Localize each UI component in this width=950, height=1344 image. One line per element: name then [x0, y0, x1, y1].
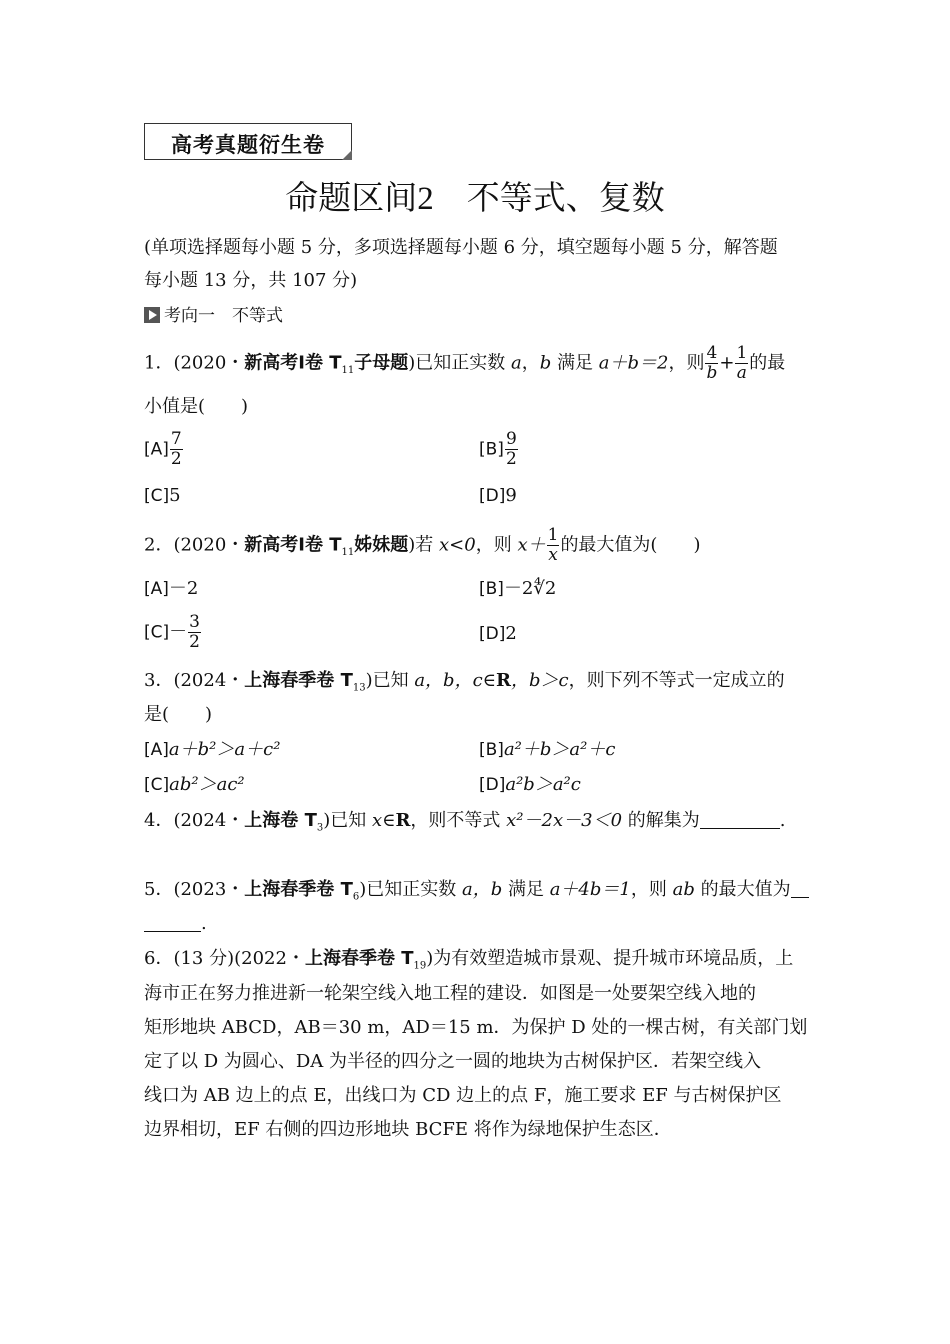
q1-f2-num: 1	[736, 343, 748, 363]
q3-option-c[interactable]	[144, 772, 245, 798]
q2-then: ，则	[475, 534, 518, 556]
q3-cond: ，b＞c	[510, 670, 569, 691]
q3-source: 上海春季卷 T	[244, 670, 353, 691]
q3-option-b-label: [B]	[479, 740, 504, 760]
q2-option-a-label: [A]	[144, 579, 169, 599]
q5-ab: ab	[672, 879, 695, 900]
q2-fraction	[547, 526, 560, 565]
q2-option-a-value: －2	[168, 578, 199, 599]
q6-line-2: 海市正在努力推进新一轮架空线入地工程的建设．如图是一处要架空线入地的	[144, 983, 756, 1004]
q1-f2-den: a	[736, 363, 747, 383]
q5-answer-blank-end[interactable]	[144, 913, 201, 932]
q4-source: 上海卷 T	[244, 810, 317, 831]
q5-end: .	[201, 913, 207, 934]
q2-option-b[interactable]	[479, 576, 556, 602]
q6-line-1: 6．(13 分)(2022・上海春季卷 $T_{19}$)为有效塑造城市景观、提升城市环境品质，上	[144, 948, 794, 972]
q1-comma: ，	[521, 352, 540, 374]
q6-line-5: 线口为 AB 边上的点 E，出线口为 CD 边上的点 F，施工要求 EF 与古树保护区	[144, 1085, 782, 1106]
q1-fraction-2	[735, 344, 748, 383]
q1-f1-den: b	[706, 363, 718, 383]
q3-reals: R	[496, 670, 511, 691]
q5-stem: 5．(2023・上海春季卷 $T_6$)已知正实数 a，b 满足 a＋4b＝1，则 ab 的最大值为	[144, 877, 809, 911]
q2-option-b-value: －2∜2	[503, 578, 557, 599]
q1-stem-line-2: 小值是( )	[144, 396, 249, 417]
q1-option-a-fraction	[170, 430, 183, 469]
q1-a-num: 7	[170, 429, 182, 449]
q4-number: 4．(2024	[144, 810, 227, 831]
q1-fraction-1	[705, 344, 718, 383]
q2-option-c-sign: －	[169, 621, 188, 643]
q4-answer-blank[interactable]	[700, 810, 780, 829]
q5-mid: ，则	[630, 879, 673, 900]
q1-stem: 1．(2020・新高考Ⅰ卷 $T_{11}$子母题)已知正实数 a，b 满足 a＋b＝2，则 $\frac{4}{b}$ + $\frac{1}{a}$ 的最	[144, 343, 786, 383]
q4-reals: R	[395, 810, 411, 831]
q5-cond: 满足	[502, 879, 550, 900]
badge-corner-decoration	[342, 150, 352, 160]
q1-option-b-fraction	[505, 430, 518, 469]
q2-option-d-value: 2	[505, 623, 517, 644]
q1-var-b: b	[539, 352, 552, 374]
q3-option-d[interactable]	[479, 772, 581, 798]
q4-in: ∈	[382, 810, 396, 831]
q3-option-c-label: [C]	[144, 775, 170, 795]
q1-plus: +	[719, 352, 735, 374]
q1-source-sub: 11	[341, 365, 355, 377]
q5-vars: a，b	[461, 879, 503, 900]
q2-stem: 2．(2020・新高考Ⅰ卷 $T_{11}$姊妹题)若 x<0，则 x＋ $\frac{1}{x}$ 的最大值为( )	[144, 525, 701, 565]
q3-in: ∈	[482, 670, 496, 691]
q3-option-c-value: ab²＞ac²	[169, 774, 245, 795]
q1-cond: 满足	[551, 352, 599, 374]
q4-stem: 4．(2024・上海卷 $T_3$)已知 x∈R，则不等式 x²－2x－3＜0 的解集为 .	[144, 810, 786, 834]
q6-number: 6．(13 分)(2022	[144, 948, 287, 969]
q1-option-c-label: [C]	[144, 486, 170, 506]
q1-option-a-label: [A]	[144, 439, 169, 460]
q1-option-b-label: [B]	[479, 439, 504, 460]
q5-source-sub: 6	[352, 891, 360, 903]
page-title	[0, 172, 950, 219]
q1-option-d-label: [D]	[479, 486, 506, 506]
q2-option-b-label: [B]	[479, 579, 504, 599]
q2-option-d-label: [D]	[479, 624, 506, 644]
q4-mid: ，则不等式	[410, 810, 507, 831]
q1-option-d-value: 9	[505, 485, 517, 506]
q2-option-c-label: [C]	[144, 622, 170, 643]
section-heading	[144, 303, 283, 329]
series-badge	[144, 123, 352, 160]
q5-source: 上海春季卷 T	[244, 879, 353, 900]
q2-source: 新高考Ⅰ卷 T	[244, 534, 342, 556]
q4-tail: 的解集为	[622, 810, 700, 831]
q1-tag: 子母题	[354, 352, 409, 374]
q4-text: )已知	[323, 810, 372, 831]
q5-answer-blank-start[interactable]	[791, 879, 809, 898]
q3-option-d-label: [D]	[479, 775, 506, 795]
q6-line-3: 矩形地块 ABCD，AB＝30 m，AD＝15 m．为保护 D 处的一棵古树，有关部门划	[144, 1017, 808, 1038]
q3-option-a-value: a＋b²＞a＋c²	[168, 739, 281, 760]
q2-option-d[interactable]	[479, 621, 517, 647]
q4-var-x: x	[371, 810, 383, 831]
q3-option-a-label: [A]	[144, 740, 169, 760]
q4-source-sub: 3	[316, 822, 324, 834]
q1-option-b[interactable]	[479, 430, 519, 469]
q5-tail: 的最大值为	[694, 879, 791, 900]
q2-cond: x<0	[439, 534, 476, 556]
q6-source: 上海春季卷 T	[304, 948, 414, 969]
q1-source: 新高考Ⅰ卷 T	[244, 352, 342, 374]
q3-stem-line-2: 是( )	[144, 704, 213, 725]
q1-equation: a＋b＝2	[598, 352, 669, 374]
q1-b-num: 9	[505, 429, 517, 449]
title-suffix: 不等式、复数	[466, 178, 665, 217]
q3-vars: a，b，c	[414, 670, 483, 691]
q6-line-6: 边界相切，EF 右侧的四边形地块 BCFE 将作为绿地保护生态区．	[144, 1119, 672, 1140]
q2-c-den: 2	[189, 632, 200, 652]
q3-option-a[interactable]	[144, 737, 280, 763]
q2-tag: 姊妹题	[354, 534, 409, 556]
q6-source-sub: 19	[413, 960, 427, 972]
q2-source-sub: 11	[341, 547, 355, 559]
q2-f-num: 1	[547, 525, 559, 545]
q3-number: 3．(2024	[144, 670, 227, 691]
q1-a-den: 2	[170, 449, 182, 469]
q3-text: )已知	[365, 670, 415, 691]
q3-option-b-value: a²＋b＞a²＋c	[503, 739, 616, 760]
q5-equation: a＋4b＝1	[549, 879, 631, 900]
q3-tail: ，则下列不等式一定成立的	[568, 670, 785, 691]
q2-option-c-fraction	[188, 613, 201, 652]
title-number: 2	[417, 181, 434, 217]
title-prefix: 命题区间	[285, 178, 418, 217]
q1-option-c[interactable]	[144, 483, 181, 509]
q3-option-d-value: a²b＞a²c	[505, 774, 581, 795]
q1-then: ，则	[668, 352, 705, 374]
q6-line-4: 定了以 D 为圆心、DA 为半径的四分之一圆的地块为古树保护区．若架空线入	[144, 1051, 762, 1072]
play-triangle-icon	[144, 307, 160, 323]
q2-expr: x＋	[517, 534, 546, 556]
q3-source-sub: 13	[352, 682, 366, 694]
q2-tail: 的最大值为( )	[560, 534, 701, 556]
q5-stem-line-2	[144, 911, 207, 937]
q4-end: .	[779, 810, 786, 831]
q1-tail: 的最	[749, 352, 786, 374]
q6-text-1: )为有效塑造城市景观、提升城市环境品质，上	[426, 948, 794, 969]
q3-stem: 3．(2024・上海春季卷 $T_{13}$)已知 a，b，c∈R，b＞c，则下列不等式一定成立的	[144, 670, 785, 694]
badge-text: 高考真题衍生卷	[171, 132, 325, 157]
q1-var-a: a	[511, 352, 522, 374]
section-label: 考向一 不等式	[164, 306, 283, 326]
q5-number: 5．(2023	[144, 879, 227, 900]
q2-f-den: x	[548, 545, 558, 565]
q2-option-a[interactable]	[144, 576, 198, 602]
q1-f1-num: 4	[706, 343, 718, 363]
q2-number: 2．(2020	[144, 534, 227, 556]
q1-text: )已知正实数	[408, 352, 512, 374]
intro-line-2: 每小题 13 分，共 107 分)	[144, 270, 358, 291]
q3-option-b[interactable]	[479, 737, 615, 763]
q2-text: )若	[408, 534, 440, 556]
q1-option-a[interactable]	[144, 430, 184, 469]
q5-text: )已知正实数	[359, 879, 462, 900]
q2-c-num: 3	[189, 612, 200, 632]
q1-b-den: 2	[505, 449, 517, 469]
intro-line-1: (单项选择题每小题 5 分，多项选择题每小题 6 分，填空题每小题 5 分，解答题	[144, 237, 778, 258]
q4-inequality: x²－2x－3＜0	[506, 810, 623, 831]
q1-option-d[interactable]	[479, 483, 517, 509]
q2-option-c[interactable]	[144, 613, 202, 652]
q1-number: 1．(2020	[144, 352, 227, 374]
q1-option-c-value: 5	[169, 485, 181, 506]
